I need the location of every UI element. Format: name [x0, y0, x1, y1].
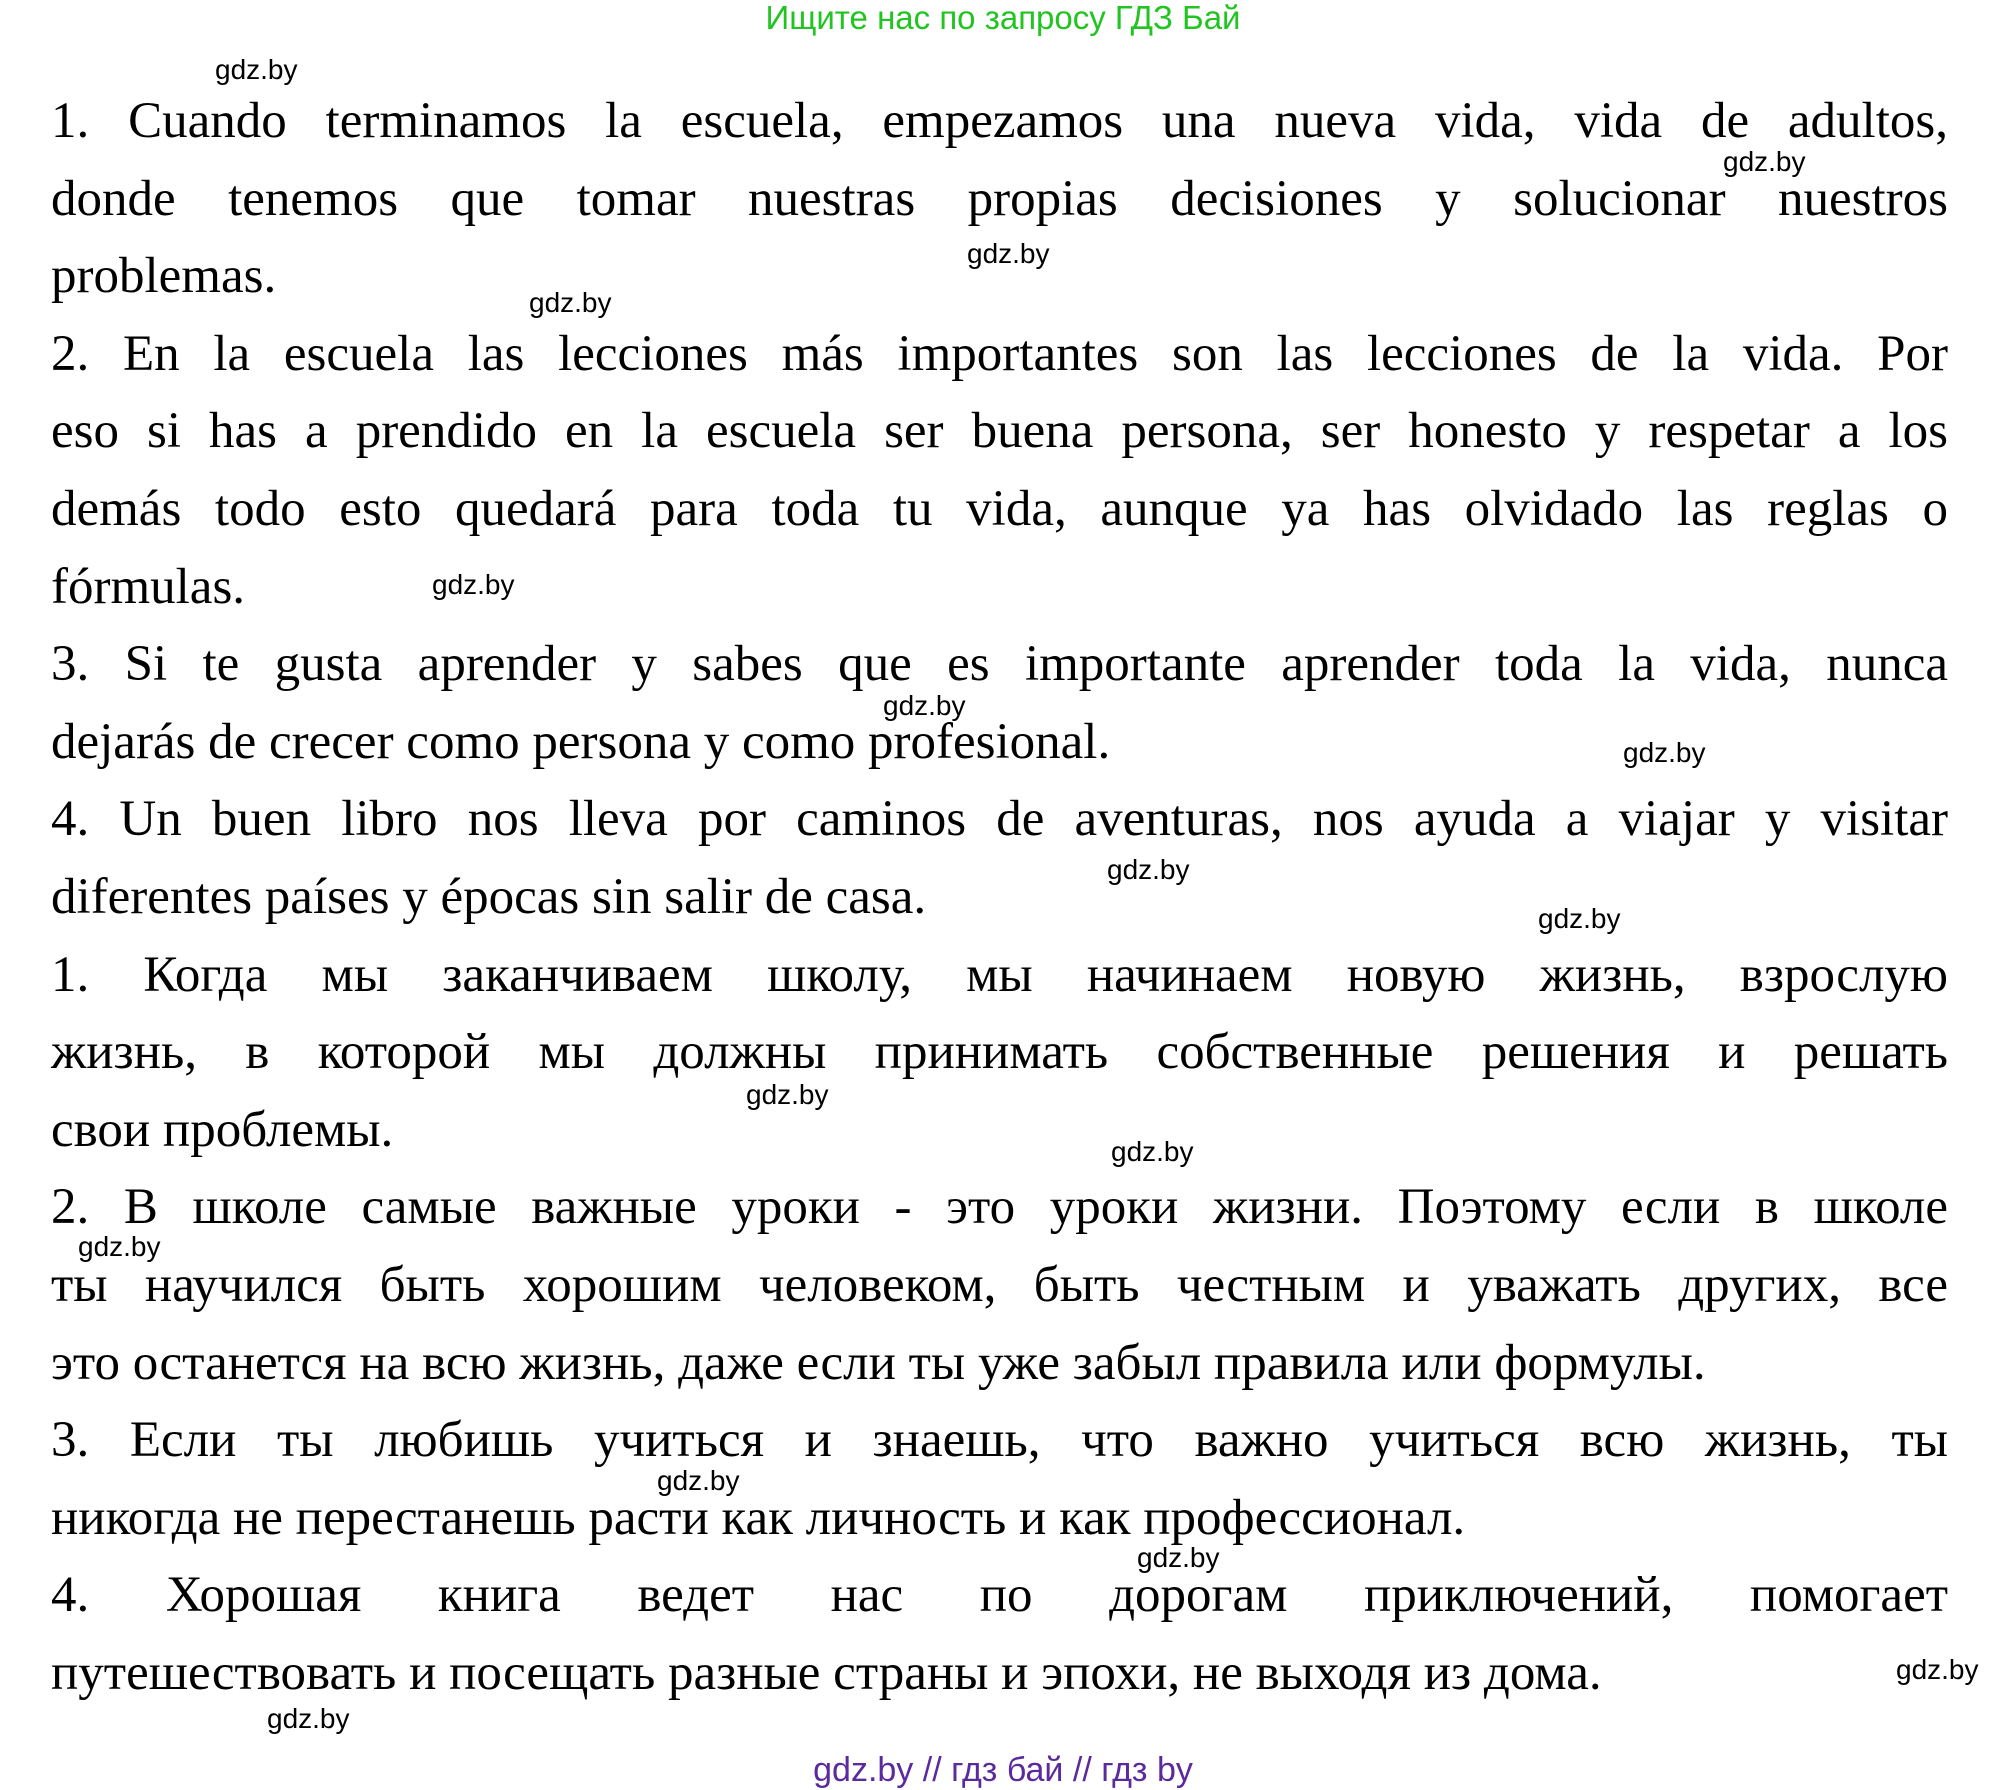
watermark: gdz.by [967, 238, 1050, 269]
paragraph-line: 3. Si te gusta aprender y sabes que es importante aprender toda la vida, nunca [51, 636, 1948, 693]
paragraph-line: путешествовать и посещать разные страны и эпохи, не выходя из дома. [51, 1644, 1602, 1701]
paragraph-line: dejarás de crecer como persona y como profesional. [51, 713, 1111, 770]
paragraph-line: 4. Хорошая книга ведет нас по дорогам приключений, помогает [51, 1567, 1948, 1624]
watermark: gdz.by [267, 1703, 350, 1734]
answer-text [51, 83, 1948, 1712]
paragraph-line: свои проблемы. [51, 1101, 394, 1158]
watermark: gdz.by [1623, 737, 1706, 768]
watermark: gdz.by [1111, 1136, 1194, 1167]
watermark: gdz.by [1896, 1654, 1979, 1685]
paragraph-line: 4. Un buen libro nos lleva por caminos de aventuras, nos ayuda a viajar y visitar [51, 791, 1948, 848]
paragraph-line: 2. В школе самые важные уроки - это уроки жизни. Поэтому если в школе [51, 1179, 1948, 1236]
watermark: gdz.by [1723, 146, 1806, 177]
paragraph-line: жизнь, в которой мы должны принимать собственные решения и решать [51, 1024, 1948, 1081]
watermark: gdz.by [883, 690, 966, 721]
paragraph-line: diferentes países y épocas sin salir de casa. [51, 868, 927, 925]
paragraph-line: 1. Когда мы заканчиваем школу, мы начинаем новую жизнь, взрослую [51, 946, 1948, 1003]
footer-links: gdz.by // гдз бай // гдз by [813, 1751, 1193, 1789]
paragraph-line: никогда не перестанешь расти как личность и как профессионал. [51, 1489, 1466, 1546]
paragraph-line: fórmulas. [51, 558, 246, 615]
watermark: gdz.by [1137, 1542, 1220, 1573]
watermark: gdz.by [746, 1079, 829, 1110]
paragraph-line: 2. En la escuela las lecciones más importantes son las lecciones de la vida. Por [51, 325, 1948, 382]
watermark: gdz.by [1538, 903, 1621, 934]
watermark: gdz.by [529, 287, 612, 318]
paragraph-line: demás todo esto quedará para toda tu vida, aunque ya has olvidado las reglas o [51, 480, 1948, 537]
paragraph-line: ты научился быть хорошим человеком, быть честным и уважать других, все [51, 1256, 1948, 1313]
search-hint-banner: Ищите нас по запросу ГДЗ Бай [765, 0, 1241, 36]
paragraph-line: eso si has a prendido en la escuela ser buena persona, ser honesto y respetar a los [51, 403, 1948, 460]
paragraph-line: donde tenemos que tomar nuestras propias decisiones y solucionar nuestros [51, 170, 1948, 227]
watermark: gdz.by [432, 569, 515, 600]
watermark: gdz.by [657, 1465, 740, 1496]
paragraph-line: 3. Если ты любишь учиться и знаешь, что важно учиться всю жизнь, ты [51, 1412, 1948, 1469]
watermark: gdz.by [215, 54, 298, 85]
paragraph-line: problemas. [51, 248, 277, 305]
paragraph-line: 1. Cuando terminamos la escuela, empezamos una nueva vida, vida de adultos, [51, 93, 1948, 149]
watermark: gdz.by [78, 1231, 161, 1262]
paragraph-line: это останется на всю жизнь, даже если ты уже забыл правила или формулы. [51, 1334, 1706, 1391]
watermark: gdz.by [1107, 854, 1190, 885]
